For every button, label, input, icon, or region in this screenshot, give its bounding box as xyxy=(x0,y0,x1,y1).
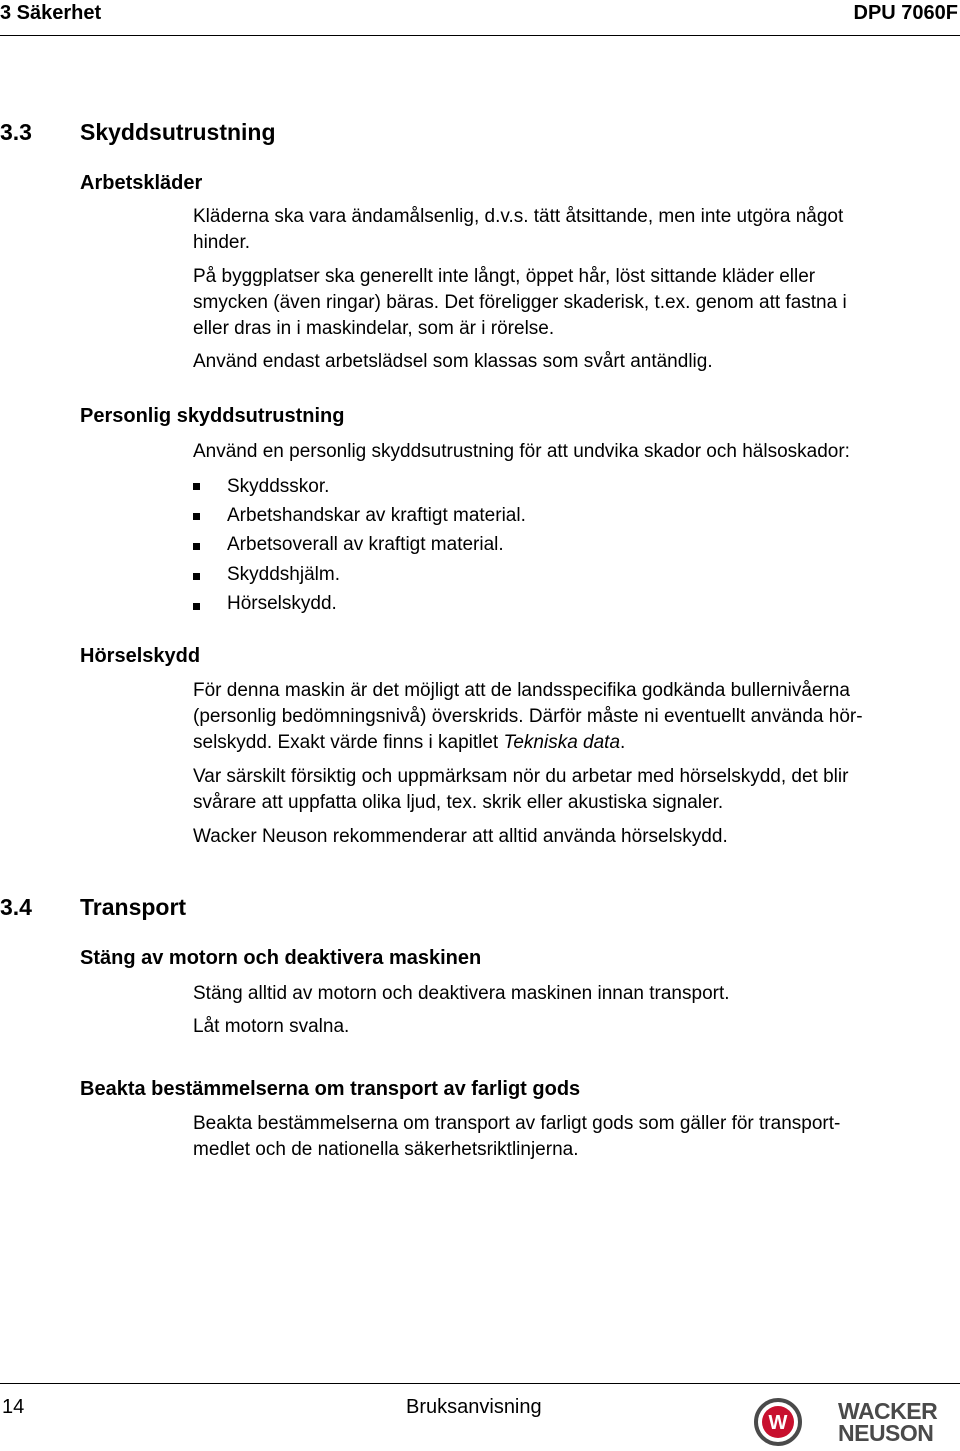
hearing-p1-line-3 xyxy=(193,730,625,756)
work-clothes-line-6: Använd endast arbetslädsel som klassas som svårt antändlig. xyxy=(193,351,713,372)
dangerous-goods-line-2: medlet och de nationella säkerhetsriktlinjerna. xyxy=(193,1139,579,1160)
ppe-item: Arbetsoverall av kraftigt material. xyxy=(227,534,504,555)
bullet-square-icon xyxy=(193,543,200,550)
document-type: Bruksanvisning xyxy=(406,1396,542,1418)
wacker-neuson-logo-mark xyxy=(754,1398,802,1446)
logo-text-line-2: NEUSON xyxy=(838,1420,934,1446)
work-clothes-line-3: På byggplatser ska generellt inte långt, öppet hår, löst sittande kläder eller xyxy=(193,266,816,287)
dangerous-goods-line-1: Beakta bestämmelserna om transport av farligt gods som gäller för transport- xyxy=(193,1113,841,1134)
engine-p1: Stäng alltid av motorn och deaktivera maskinen innan transport. xyxy=(193,983,730,1004)
work-clothes-line-2: hinder. xyxy=(193,232,251,253)
hearing-p1-line-3-end: . xyxy=(620,732,626,753)
work-clothes-line-1: Kläderna ska vara ändamålsenlig, d.v.s. tätt åtsittande, men inte utgöra något xyxy=(193,206,844,227)
bullet-square-icon xyxy=(193,483,200,490)
ppe-item: Skyddsskor. xyxy=(227,476,330,497)
header-divider xyxy=(0,35,960,36)
work-clothes-line-5: eller dras in i maskindelar, som är i rörelse. xyxy=(193,318,555,339)
hearing-p1-line-3-text: selskydd. Exakt värde finns i kapitlet xyxy=(193,732,504,753)
bullet-square-icon xyxy=(193,513,200,520)
hearing-p2-line-2: svårare att uppfatta olika ljud, tex. skrik eller akustiska signaler. xyxy=(193,792,724,813)
section-3-4-number: 3.4 xyxy=(0,894,32,920)
logo-mark-icon xyxy=(754,1398,802,1446)
bullet-square-icon xyxy=(193,603,200,610)
wacker-neuson-wordmark xyxy=(838,1400,937,1444)
hearing-p3: Wacker Neuson rekommenderar att alltid använda hörselskydd. xyxy=(193,826,728,847)
hearing-p1-line-1: För denna maskin är det möjligt att de landsspecifika godkända bullernivåerna xyxy=(193,680,850,701)
engine-heading: Stäng av motorn och deaktivera maskinen xyxy=(80,947,482,969)
work-clothes-heading: Arbetskläder xyxy=(80,172,203,194)
section-3-4-title: Transport xyxy=(80,894,187,920)
ppe-item: Arbetshandskar av kraftigt material. xyxy=(227,505,526,526)
technical-data-reference: Tekniska data xyxy=(503,732,621,753)
work-clothes-line-4: smycken (även ringar) bäras. Det föreligger skaderisk, t.ex. genom att fastna i xyxy=(193,292,847,313)
ppe-intro: Använd en personlig skyddsutrustning för att undvika skador och hälsoskador: xyxy=(193,441,850,462)
model-header: DPU 7060F xyxy=(853,2,958,24)
chapter-header: 3 Säkerhet xyxy=(0,2,102,24)
hearing-p1-line-2: (personlig bedömningsnivå) överskrids. Därför måste ni eventuellt använda hör- xyxy=(193,706,863,727)
footer-divider xyxy=(0,1383,960,1384)
ppe-item: Skyddshjälm. xyxy=(227,564,340,585)
section-3-3-title: Skyddsutrustning xyxy=(80,119,276,145)
ppe-item: Hörselskydd. xyxy=(227,593,337,614)
page-number: 14 xyxy=(2,1396,25,1418)
section-3-3-number: 3.3 xyxy=(0,119,32,145)
engine-p2: Låt motorn svalna. xyxy=(193,1016,350,1037)
logo-mark-letter: W xyxy=(768,1412,788,1434)
dangerous-goods-heading: Beakta bestämmelserna om transport av farligt gods xyxy=(80,1078,581,1100)
logo-text-line-1: WACKER xyxy=(838,1398,938,1424)
hearing-heading: Hörselskydd xyxy=(80,645,201,667)
ppe-heading: Personlig skyddsutrustning xyxy=(80,405,345,427)
bullet-square-icon xyxy=(193,573,200,580)
hearing-p2-line-1: Var särskilt försiktig och uppmärksam nör du arbetar med hörselskydd, det blir xyxy=(193,766,849,787)
